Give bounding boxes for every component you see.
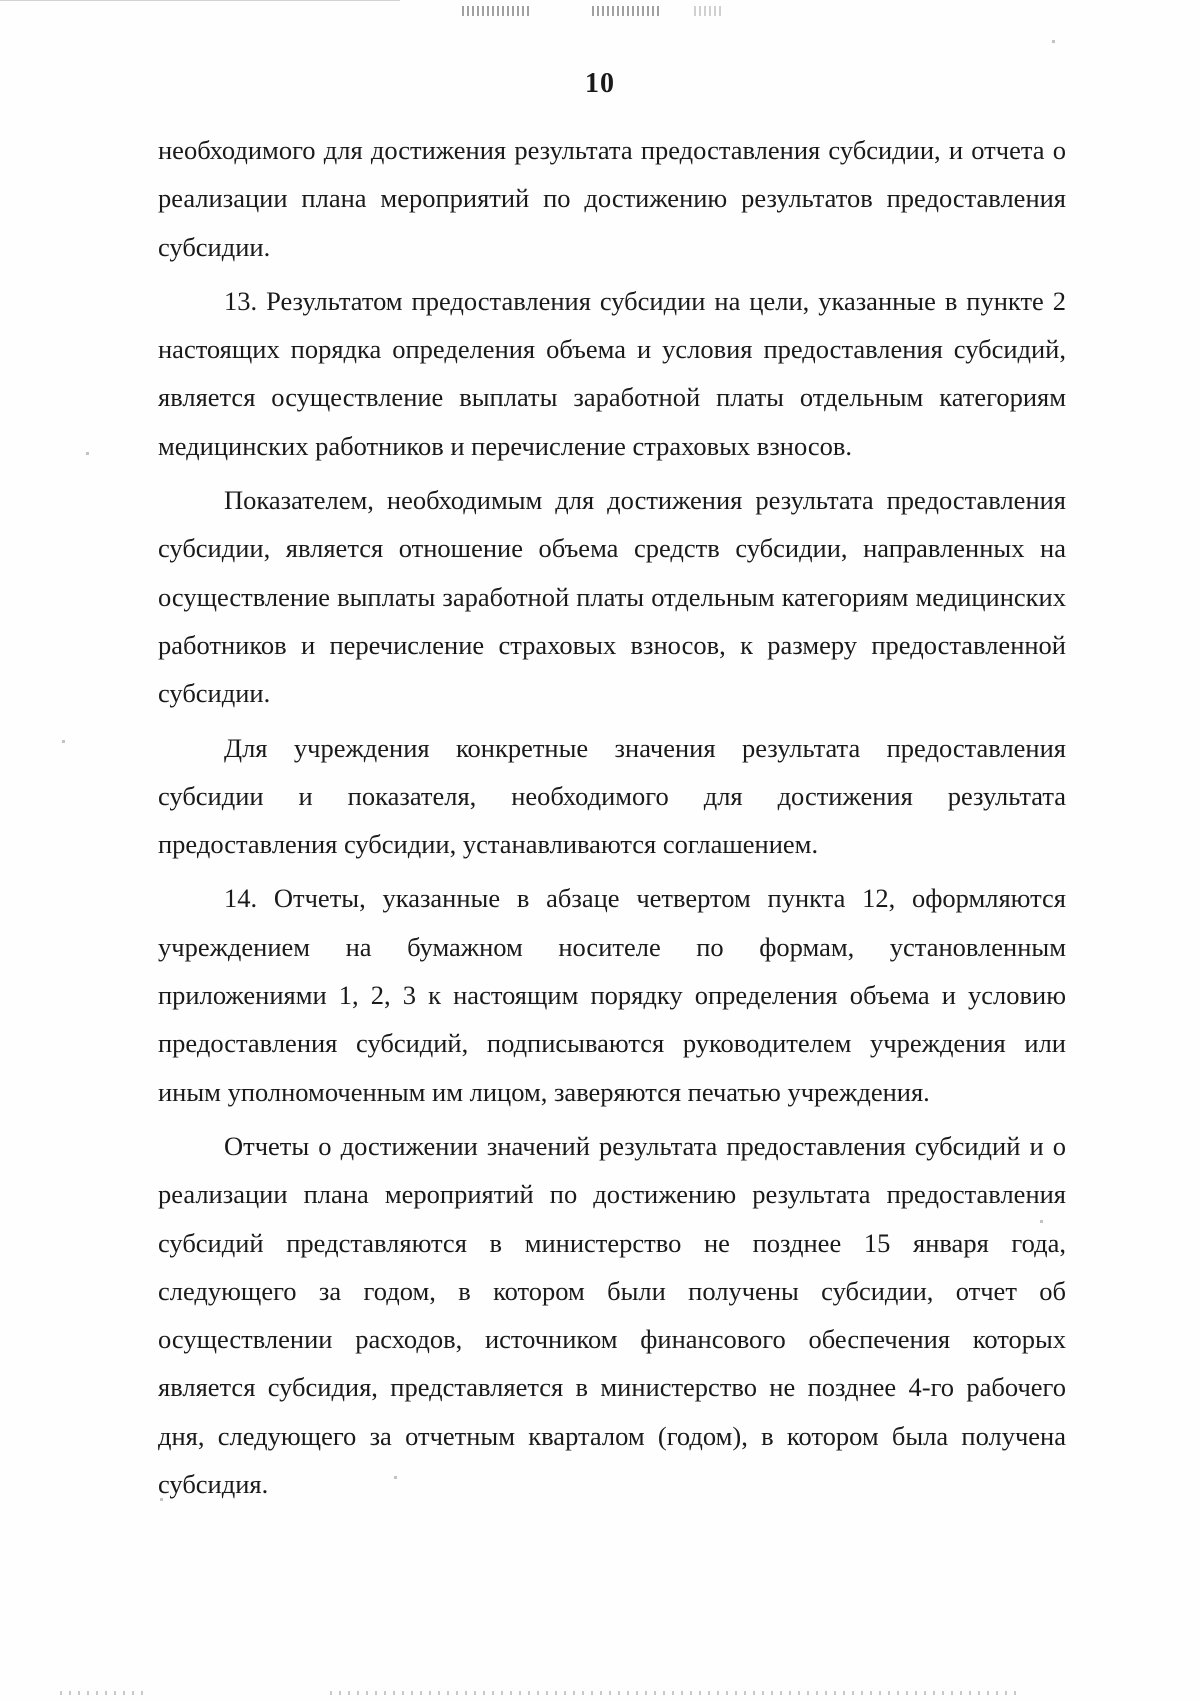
scan-artifact	[694, 6, 724, 16]
paragraph: необходимого для достижения результата предоставления субсидии, и отчета о реализации плана мероприятий по достижению результатов предоставления субсидии.	[158, 135, 1066, 262]
paragraph: 13. Результатом предоставления субсидии на цели, указанные в пункте 2 настоящих порядка определения объема и условия предоставления субсидий, является осуществление выплаты заработной платы отдельным категориям медицинских работников и перечисление страховых взносов.	[158, 285, 1066, 461]
page-number: 10	[585, 68, 615, 99]
scan-artifact	[330, 1691, 1020, 1695]
paragraph: Отчеты о достижении значений результата предоставления субсидий и о реализации плана мероприятий по достижению результата предоставления субсидий представляются в министерство не позднее 15 января года, следующего за годом, в котором были получены субсидии, отчет об осуществлении расходов, источником финансового обеспечения которых является субсидия, представляется в министерство не позднее 4-го рабочего дня, следующего за отчетным кварталом (годом), в котором была получена субсидия.	[158, 1130, 1066, 1500]
document-body	[158, 126, 1066, 1508]
paragraph: 14. Отчеты, указанные в абзаце четвертом пункта 12, оформляются учреждением на бумажном носителе по формам, установленным приложениями 1, 2, 3 к настоящим порядку определения объема и условию предоставления субсидий, подписываются руководителем учреждения или иным уполномоченным им лицом, заверяются печатью учреждения.	[158, 883, 1066, 1107]
scan-artifact	[1052, 40, 1055, 43]
scan-artifact	[86, 452, 89, 455]
scan-artifact	[62, 740, 65, 743]
scan-artifact	[592, 6, 662, 16]
scan-artifact	[462, 6, 532, 16]
paragraph: Показателем, необходимым для достижения результата предоставления субсидии, является отношение объема средств субсидии, направленных на осуществление выплаты заработной платы отдельным категориям медицинских работников и перечисление страховых взносов, к размеру предоставленной субсидии.	[158, 485, 1066, 709]
scan-artifact	[60, 1691, 150, 1695]
paragraph: Для учреждения конкретные значения результата предоставления субсидии и показателя, необходимого для достижения результата предоставления субсидии, устанавливаются соглашением.	[158, 732, 1066, 860]
scan-artifact	[0, 0, 400, 1]
